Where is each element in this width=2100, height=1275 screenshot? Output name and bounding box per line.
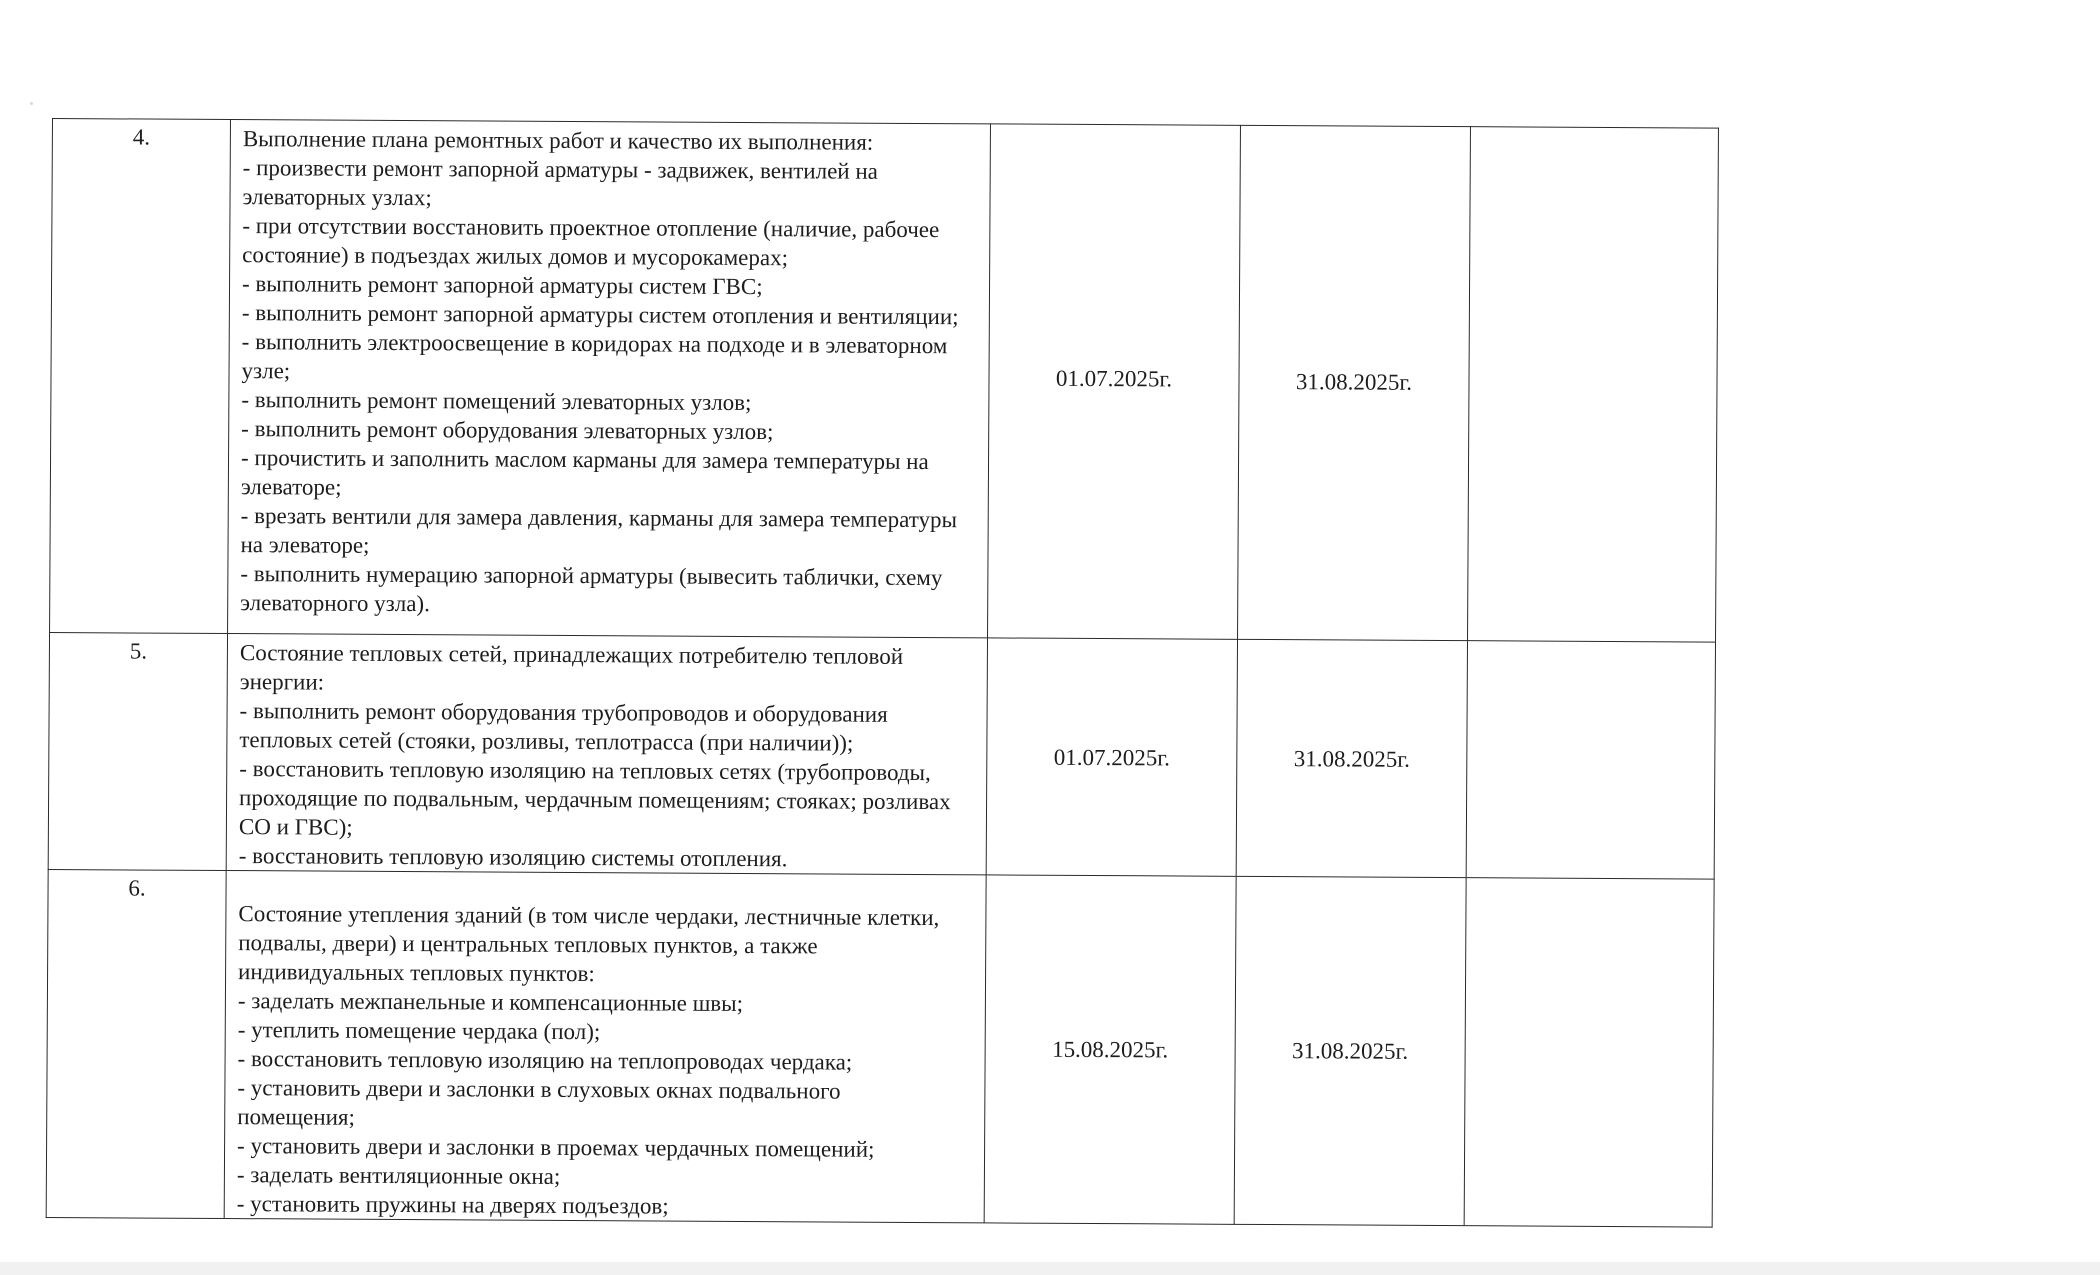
start-date-cell [986,638,1237,876]
start-date: 15.08.2025г. [1052,1036,1169,1063]
task-item: - выполнить ремонт запорной арматуры систем отопления и вентиляции; [241,300,959,330]
task-description-cell [226,634,987,875]
repair-plan-table [46,118,1719,1228]
start-date-cell [988,124,1241,639]
end-date: 31.08.2025г. [1293,745,1410,772]
task-title: Состояние утепления зданий (в том числе чердаки, лестничные клетки, подвалы, двери) и центральных тепловых пунктов, а также индивидуальных тепловых пунктов: [238,901,940,987]
note-cell [1468,127,1719,642]
note-cell [1464,878,1714,1227]
task-item: - выполнить ремонт запорной арматуры систем ГВС; [241,271,763,300]
end-date: 31.08.2025г. [1292,1038,1409,1064]
task-item: - установить двери и заслонки в слуховых окнах подвального помещения; [237,1075,841,1130]
task-item: - установить двери и заслонки в проемах чердачных помещений; [237,1133,875,1162]
end-date-cell [1234,876,1466,1225]
row-number-cell [50,119,231,634]
task-item: - при отсутствии восстановить проектное отопление (наличие, рабочее состояние) в подъездах жилых домов и мусорокамерах; [242,213,940,271]
task-title: Выполнение плана ремонтных работ и качество их выполнения: [242,126,874,155]
scan-speck [30,102,33,105]
task-item: - заделать межпанельные и компенсационные швы; [237,988,744,1016]
row-number-cell [48,632,227,870]
task-title: Состояние тепловых сетей, принадлежащих потребителю тепловой энергии: [239,640,904,695]
end-date: 31.08.2025г. [1295,369,1413,395]
task-item: - утеплить помещение чердака (пол); [237,1017,601,1045]
task-description-cell [224,871,986,1223]
task-item: - выполнить электроосвещение в коридорах на подходе и в элеваторном узле; [241,329,948,384]
row-number: 4. [132,124,151,150]
task-item: - установить пружины на дверях подъездов; [236,1191,669,1219]
task-item: - восстановить тепловую изоляцию на теплопроводах чердака; [237,1046,853,1075]
task-item: - прочистить и заполнить маслом карманы для замера температуры на элеваторе; [240,445,929,500]
row-number-cell [46,869,226,1218]
task-item: - выполнить ремонт оборудования трубопроводов и оборудования тепловых сетей (стояки, розливы, теплотрасса (при наличии)); [239,698,888,756]
end-date-cell [1238,125,1471,640]
task-item: - выполнить ремонт помещений элеваторных узлов; [241,387,752,416]
end-date-cell [1236,639,1467,877]
start-date-cell [984,875,1236,1224]
task-item: - выполнить нумерацию запорной арматуры (вывесить таблички, схему элеваторного узла). [240,561,943,617]
table-row [48,632,1715,879]
table-row [46,869,1714,1227]
task-item: - заделать вентиляционные окна; [236,1162,561,1189]
table-row [50,119,1719,643]
task-item: - произвести ремонт запорной арматуры - задвижек, вентилей на элеваторных узлах; [242,155,878,211]
task-item: - восстановить тепловую изоляцию системы отопления. [238,843,788,872]
row-number: 6. [128,875,146,901]
task-description-cell [228,120,991,638]
start-date: 01.07.2025г. [1055,365,1173,392]
task-item: - восстановить тепловую изоляцию на тепловых сетях (трубопроводы, проходящие по подвальным, чердачным помещениям; стояках; розливах СО и ГВС); [238,756,951,840]
task-item: - врезать вентили для замера давления, карманы для замера температуры на элеваторе; [240,503,958,558]
start-date: 01.07.2025г. [1053,744,1170,770]
row-number: 5. [129,638,148,664]
task-item: - выполнить ремонт оборудования элеваторных узлов; [241,416,774,445]
note-cell [1466,641,1715,879]
scan-bottom-edge [0,1262,2100,1275]
